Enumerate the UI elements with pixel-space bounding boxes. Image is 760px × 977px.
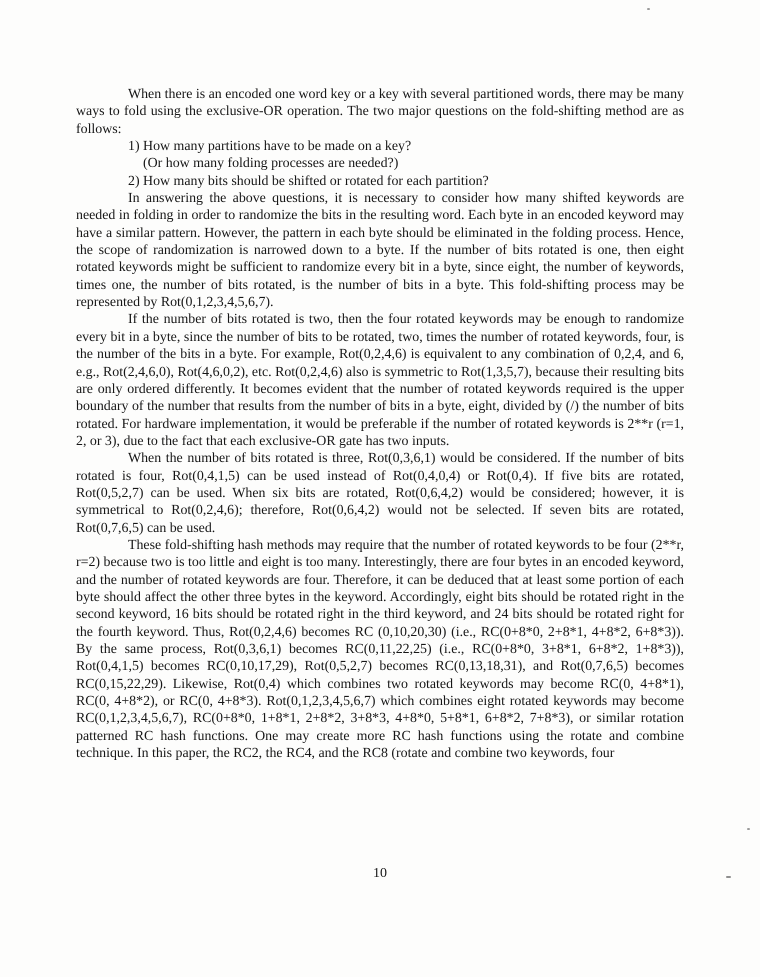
- scan-speck-right-margin: [747, 828, 750, 830]
- paragraph-one-bit-rotation: In answering the above questions, it is necessary to consider how many shifted keywords are needed in folding in order to randomize the bits in the resulting word. Each byte in an encoded keyword may have a similar pattern. However, the pattern in each byte should be eliminated in the folding process. Hence, the scope of randomization is narrowed down to a byte. If the number of bits rotated is one, then eight rotated keywords might be sufficient to randomize every bit in a byte, since eight, the number of keywords, times one, the number of bits rotated, is the number of bits in a byte. This fold-shifting process may be represented by Rot(0,1,2,3,4,5,6,7).: [76, 191, 684, 311]
- list-item-2: 2) How many bits should be shifted or rotated for each partition?: [128, 173, 489, 189]
- paragraph-intro: When there is an encoded one word key or a key with several partitioned words, there may be many ways to fold using the exclusive-OR operation. The two major questions on the fold-shifting method are as follows:: [76, 87, 684, 137]
- list-item-1: 1) How many partitions have to be made on a key?: [128, 139, 412, 155]
- paragraph-two-bit-rotation: If the number of bits rotated is two, then the four rotated keywords may be enough to randomize every bit in a byte, since the number of bits to be rotated, two, times the number of rotated keywords, four, is the number of the bits in a byte. For example, Rot(0,2,4,6) is equivalent to any combination of 0,2,4, and 6, e.g., Rot(2,4,6,0), Rot(4,6,0,2), etc. Rot(0,2,4,6) also is symmetric to Rot(1,3,5,7), because their resulting bits are only ordered differently. It becomes evident that the number of rotated keywords required is the upper boundary of the number that results from the number of bits in a byte, eight, divided by (/) the number of bits rotated. For hardware implementation, it would be preferable if the number of rotated keywords is 2**r (r=1, 2, or 3), due to the fact that each exclusive-OR gate has two inputs.: [76, 312, 685, 449]
- paragraph-three-plus-bit-rotation: When the number of bits rotated is three, Rot(0,3,6,1) would be considered. If the number of bits rotated is four, Rot(0,4,1,5) can be used instead of Rot(0,4,0,4) or Rot(0,4). If five bits are rotated, Rot(0,5,2,7) can be used. When six bits are rotated, Rot(0,6,4,2) would be considered; however, it is symmetrical to Rot(0,2,4,6); therefore, Rot(0,6,4,2) would not be selected. If seven bits are rotated, Rot(0,7,6,5) can be used.: [76, 451, 684, 536]
- scan-speck-top-right: [647, 8, 650, 10]
- scan-dash-right-margin: [726, 876, 731, 878]
- page-body-text: [76, 86, 684, 762]
- page-number: 10: [373, 866, 387, 881]
- list-item-1-sub: (Or how many folding processes are needed?): [143, 156, 399, 172]
- paragraph-rotate-combine: These fold-shifting hash methods may require that the number of rotated keywords to be four (2**r, r=2) because two is too little and eight is too many. Interestingly, there are four bytes in an encoded keyword, and the number of rotated keywords are four. Therefore, it can be deduced that at least some portion of each byte should affect the other three bytes in the keyword. Accordingly, eight bits should be rotated right in the second keyword, 16 bits should be rotated right in the third keyword, and 24 bits should be rotated right for the fourth keyword. Thus, Rot(0,2,4,6) becomes RC (0,10,20,30) (i.e., RC(0+8*0, 2+8*1, 4+8*2, 6+8*3)). By the same process, Rot(0,3,6,1) becomes RC(0,11,22,25) (i.e., RC(0+8*0, 3+8*1, 6+8*2, 1+8*3)), Rot(0,4,1,5) becomes RC(0,10,17,29), Rot(0,5,2,7) becomes RC(0,13,18,31), and Rot(0,7,6,5) becomes RC(0,15,22,29). Likewise, Rot(0,4) which combines two rotated keywords may become RC(0, 4+8*1), RC(0, 4+8*2), or RC(0, 4+8*3). Rot(0,1,2,3,4,5,6,7) which combines eight rotated keywords may become RC(0,1,2,3,4,5,6,7), RC(0+8*0, 1+8*1, 2+8*2, 3+8*3, 4+8*0, 5+8*1, 6+8*2, 7+8*3), or similar rotation patterned RC hash functions. One may create more RC hash functions using the rotate and combine technique. In this paper, the RC2, the RC4, and the RC8 (rotate and combine two keywords, four: [76, 537, 684, 762]
